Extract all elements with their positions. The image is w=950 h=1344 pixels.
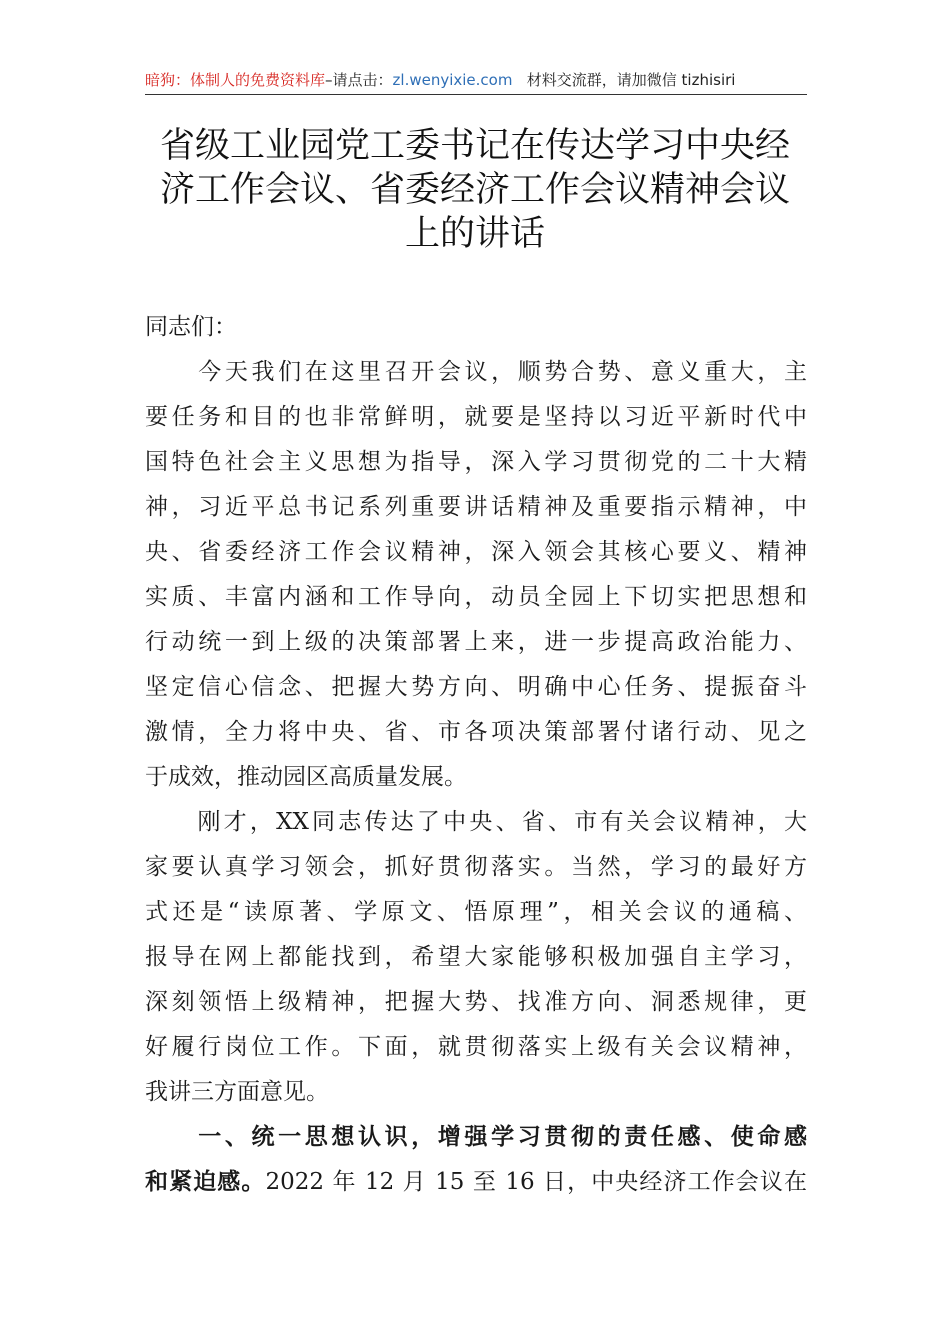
- header-contact: 材料交流群，请加微信 tizhisiri: [526, 71, 736, 89]
- text-line: 要任务和目的也非常鲜明，就要是坚持以习近平新时代中: [145, 404, 807, 430]
- text-line: 激情，全力将中央、省、市各项决策部署付诸行动、见之: [145, 719, 807, 745]
- text-line: 实质、丰富内涵和工作导向，动员全园上下切实把思想和: [145, 584, 807, 610]
- text-line: 我讲三方面意见。: [145, 1079, 329, 1105]
- text-line: 深刻领悟上级精神，把握大势、找准方向、洞悉规律，更: [145, 989, 807, 1015]
- text-line: 家要认真学习领会，抓好贯彻落实。当然，学习的最好方: [145, 854, 807, 880]
- header-prompt: –请点击：: [325, 71, 393, 89]
- text-line: 央、省委经济工作会议精神，深入领会其核心要义、精神: [145, 539, 807, 565]
- paragraph-1: [145, 350, 807, 800]
- text-line: 行动统一到上级的决策部署上来，进一步提高政治能力、: [145, 629, 807, 655]
- page-header: [145, 68, 807, 92]
- text-line: 报导在网上都能找到，希望大家能够积极加强自主学习，: [145, 944, 807, 970]
- text-line: 刚才，XX同志传达了中央、省、市有关会议精神，大: [145, 809, 807, 835]
- header-brand: 暗狗：体制人的免费资料库: [145, 71, 326, 89]
- text-line: 于成效，推动园区高质量发展。: [145, 764, 467, 790]
- text-line: 神，习近平总书记系列重要讲话精神及重要指示精神，中: [145, 494, 807, 520]
- text-line: 坚定信心信念、把握大势方向、明确中心任务、提振奋斗: [145, 674, 807, 700]
- title-line: 省级工业园党工委书记在传达学习中央经: [159, 126, 790, 166]
- text-line: 国特色社会主义思想为指导，深入学习贯彻党的二十大精: [145, 449, 807, 475]
- salutation: 同志们：: [145, 314, 237, 340]
- section-1-text: 2022 年 12 月 15 至 16 日，中央经济工作会议在: [265, 1169, 807, 1195]
- title-line: 上的讲话: [404, 214, 545, 254]
- header-link[interactable]: zl.wenyixie.com: [392, 71, 513, 89]
- text-line: 今天我们在这里召开会议，顺势合势、意义重大，主: [145, 359, 807, 385]
- section-1-heading: 一、统一思想认识，增强学习贯彻的责任感、使命感: [145, 1124, 807, 1150]
- document-body: [145, 305, 807, 1205]
- document-title: [120, 124, 830, 256]
- text-line: [145, 1160, 807, 1205]
- section-1-heading-end: 和紧迫感。: [145, 1169, 266, 1195]
- paragraph-2: [145, 800, 807, 1115]
- section-1: [145, 1115, 807, 1205]
- title-line: 济工作会议、省委经济工作会议精神会议: [159, 170, 790, 210]
- text-line: 式还是“读原著、学原文、悟原理”，相关会议的通稿、: [145, 899, 807, 925]
- header-divider: [145, 94, 807, 95]
- text-line: 好履行岗位工作。下面，就贯彻落实上级有关会议精神，: [145, 1034, 807, 1060]
